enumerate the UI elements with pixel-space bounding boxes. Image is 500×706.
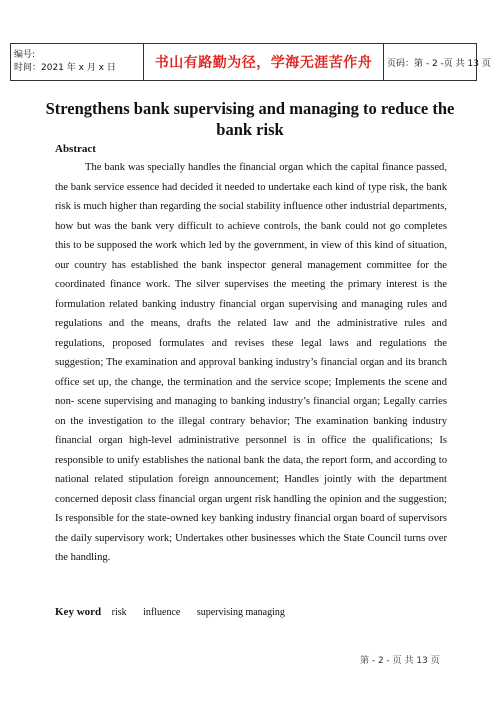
date-line: 时间：2021 年 x 月 x 日 [14,63,116,73]
keyword-item: risk [111,607,127,618]
keyword-item: influence [143,607,181,618]
keywords-line [55,606,299,618]
abstract-body: The bank was specially handles the financial organ which the capital finance passed, the bank service essence had decided it needed to undertake each kind of type risk, the bank risk is much higher than regarding the social stability influence other industrial departments, how but was the bank very difficult to achieve controls, the bank could not go completes this to be supposed the work which led by the government, in view of this kind of situation, our country has established the bank inspector general management committee for the coordinated finance work. The silver supervises the meeting the primary interest is the formulation related banking industry financial organ supervising and managing rules and regulations and the means, drafts the related law and the administrative rules and regulations, proposed formulates and revises these legal laws and regulations the suggestion; The examination and approval banking industry’s financial organ and its branch office set up, the change, the termination and the service scope; Implements the scene and non- scene supervising and managing to banking industry’s financial organ; Legally carries on the investigation to the illegal contrary behavior; The examination banking industry financial organ high-level administrative personnel is in office the qualifications; Is responsible to unify establishes the national bank the data, the report form, and according to national related stipulation foreign announcement; Handles jointly with the department concerned deposit class financial organ urgent risk handling the opinion and the suggestion; Is responsible for the state-owned key banking industry financial organ board of supervisors the daily supervisory work; Undertakes other businesses which the State Council turns over the handling. [55,162,447,563]
abstract-heading: Abstract [55,143,96,155]
keyword-item: supervising managing [196,607,285,618]
serial-label: 编号: [14,50,36,60]
header-page-info: 页码：第 - 2 -页 共 13 页 [384,44,477,81]
header-motto: 书山有路勤为径，学海无涯苦作舟 [144,44,384,81]
keyword-label: Key word [55,606,102,618]
page-footer: 第 - 2 - 页 共 13 页 [360,656,440,666]
header-table [10,43,491,81]
document-title: Strengthens bank supervising and managing to reduce the bank risk [45,99,455,139]
header-meta-cell [11,44,144,81]
